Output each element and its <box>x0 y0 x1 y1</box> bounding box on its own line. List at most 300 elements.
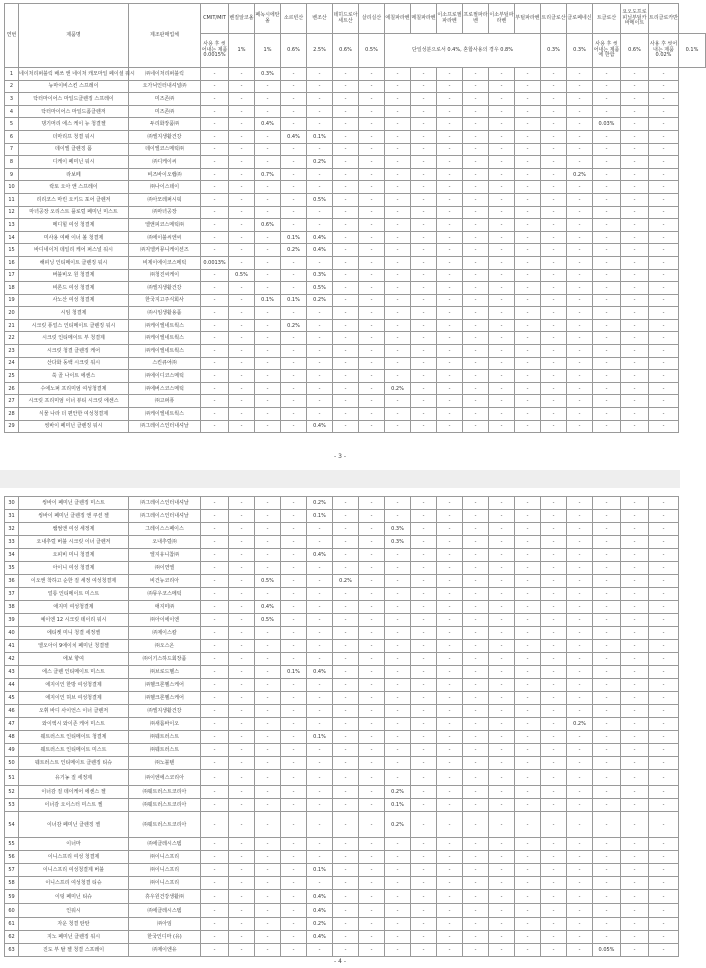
limit-mid1: 사용 후 씻어내는 제품에 한함 <box>593 34 621 68</box>
table-row <box>5 705 706 718</box>
value-cell: - <box>541 231 567 244</box>
value-cell: - <box>567 575 593 588</box>
value-cell: - <box>567 408 593 421</box>
value-cell: - <box>489 294 515 307</box>
value-cell: - <box>515 370 541 383</box>
value-cell: 0.2% <box>385 382 411 395</box>
value-cell: - <box>621 904 649 918</box>
value-cell: - <box>255 181 281 194</box>
value-cell: 0.05% <box>593 944 621 957</box>
table-row <box>5 181 706 194</box>
value-cell: - <box>333 357 359 370</box>
value-cell: - <box>307 206 333 219</box>
header-col: 벤질알코올 <box>229 4 255 34</box>
value-cell: - <box>411 549 437 562</box>
value-cell: - <box>307 944 333 957</box>
value-cell: - <box>411 692 437 705</box>
value-cell: - <box>201 851 229 864</box>
value-cell: - <box>593 105 621 118</box>
value-cell: - <box>201 370 229 383</box>
value-cell: - <box>437 332 463 345</box>
row-number: 59 <box>5 890 19 904</box>
value-cell: - <box>281 562 307 575</box>
product-name: 락토 오아 앤 스프레이 <box>19 181 129 194</box>
value-cell: - <box>229 601 255 614</box>
value-cell: - <box>541 944 567 957</box>
maker-name: ㈜엘지생활건강 <box>129 705 201 718</box>
value-cell: - <box>541 319 567 332</box>
product-name: 오내추럴 버블 시크릿 이너 클렌저 <box>19 536 129 549</box>
value-cell: - <box>649 890 679 904</box>
product-name: 에지이인 한방 여성청결제 <box>19 679 129 692</box>
value-cell: - <box>567 523 593 536</box>
table-row <box>5 799 706 812</box>
row-number: 54 <box>5 812 19 838</box>
value-cell: - <box>593 692 621 705</box>
value-cell: - <box>229 812 255 838</box>
value-cell: - <box>333 370 359 383</box>
value-cell: - <box>333 838 359 851</box>
value-cell: - <box>333 731 359 744</box>
value-cell: - <box>649 319 679 332</box>
value-cell: - <box>333 918 359 931</box>
value-cell: - <box>463 282 489 295</box>
row-number: 41 <box>5 640 19 653</box>
value-cell: - <box>437 786 463 799</box>
row-number: 52 <box>5 786 19 799</box>
value-cell: - <box>515 193 541 206</box>
value-cell: - <box>229 181 255 194</box>
value-cell: - <box>411 80 437 93</box>
maker-name: ㈜에이블씨엔씨 <box>129 231 201 244</box>
value-cell: - <box>515 931 541 944</box>
value-cell: - <box>489 219 515 232</box>
value-cell: - <box>281 770 307 786</box>
value-cell: - <box>359 357 385 370</box>
value-cell: - <box>411 206 437 219</box>
row-number: 46 <box>5 705 19 718</box>
value-cell: - <box>229 105 255 118</box>
value-cell: - <box>593 588 621 601</box>
value-cell: - <box>385 757 411 770</box>
value-cell: - <box>515 332 541 345</box>
value-cell: - <box>489 799 515 812</box>
value-cell: - <box>541 851 567 864</box>
value-cell: - <box>255 705 281 718</box>
row-number: 7 <box>5 143 19 156</box>
value-cell: - <box>255 93 281 106</box>
value-cell: - <box>489 420 515 433</box>
table-row <box>5 744 706 757</box>
value-cell: - <box>437 523 463 536</box>
value-cell: - <box>593 864 621 877</box>
value-cell: - <box>621 497 649 510</box>
value-cell: - <box>229 575 255 588</box>
value-cell: - <box>333 395 359 408</box>
value-cell: - <box>385 130 411 143</box>
value-cell: - <box>437 549 463 562</box>
product-name: 댕기머리 에스 케이 뉴 청결젤 <box>19 118 129 131</box>
value-cell: - <box>201 575 229 588</box>
value-cell: - <box>437 799 463 812</box>
value-cell: - <box>621 143 649 156</box>
row-number: 39 <box>5 614 19 627</box>
value-cell: - <box>385 588 411 601</box>
value-cell: - <box>541 294 567 307</box>
value-cell: - <box>463 345 489 358</box>
product-name: 오휘 바디 사이언스 이너 클렌저 <box>19 705 129 718</box>
product-name: 이너감 오이스터 미스트 젤 <box>19 799 129 812</box>
value-cell: - <box>463 382 489 395</box>
value-cell: - <box>229 731 255 744</box>
value-cell: - <box>201 395 229 408</box>
value-cell: - <box>359 918 385 931</box>
value-cell: - <box>255 718 281 731</box>
value-cell: - <box>463 877 489 890</box>
value-cell: - <box>621 80 649 93</box>
value-cell: - <box>541 105 567 118</box>
value-cell: - <box>437 93 463 106</box>
table-row <box>5 93 706 106</box>
value-cell: - <box>489 181 515 194</box>
value-cell: - <box>621 244 649 257</box>
value-cell: - <box>541 692 567 705</box>
value-cell: - <box>359 193 385 206</box>
value-cell: - <box>593 904 621 918</box>
value-cell: - <box>515 575 541 588</box>
value-cell: - <box>333 812 359 838</box>
value-cell: - <box>621 575 649 588</box>
value-cell: - <box>281 357 307 370</box>
value-cell: - <box>333 549 359 562</box>
row-number: 44 <box>5 679 19 692</box>
value-cell: - <box>333 640 359 653</box>
value-cell: - <box>515 904 541 918</box>
maker-name: ㈜이니스프리 <box>129 864 201 877</box>
row-number: 49 <box>5 744 19 757</box>
value-cell: - <box>201 93 229 106</box>
value-cell: - <box>649 679 679 692</box>
table-row <box>5 156 706 169</box>
value-cell: - <box>567 890 593 904</box>
product-name: 이너감 질 데이케어 에센스 젤 <box>19 786 129 799</box>
row-number: 6 <box>5 130 19 143</box>
value-cell: - <box>515 864 541 877</box>
value-cell: - <box>255 130 281 143</box>
product-name: 리리코스 마린 오키드 포어 클렌저 <box>19 193 129 206</box>
value-cell: - <box>385 193 411 206</box>
value-cell: 0.4% <box>255 118 281 131</box>
value-cell: - <box>229 877 255 890</box>
value-cell: - <box>333 332 359 345</box>
row-number: 37 <box>5 588 19 601</box>
value-cell: - <box>437 770 463 786</box>
value-cell: - <box>229 206 255 219</box>
value-cell: - <box>411 231 437 244</box>
value-cell: 0.4% <box>307 666 333 679</box>
value-cell: - <box>385 345 411 358</box>
row-number: 26 <box>5 382 19 395</box>
value-cell: - <box>593 510 621 523</box>
value-cell: - <box>567 744 593 757</box>
row-number: 40 <box>5 627 19 640</box>
value-cell: - <box>593 319 621 332</box>
value-cell: - <box>567 918 593 931</box>
product-name: 시크릿 퓨얼스 인티메이트 클렌징 워시 <box>19 319 129 332</box>
value-cell: - <box>621 269 649 282</box>
value-cell: - <box>281 420 307 433</box>
value-cell: - <box>463 156 489 169</box>
value-cell: - <box>359 168 385 181</box>
value-cell: - <box>307 68 333 81</box>
value-cell: - <box>541 640 567 653</box>
value-cell: - <box>649 497 679 510</box>
value-cell: - <box>333 269 359 282</box>
value-cell: - <box>229 786 255 799</box>
value-cell: - <box>649 282 679 295</box>
value-cell: - <box>359 345 385 358</box>
table-row <box>5 256 706 269</box>
value-cell: - <box>437 692 463 705</box>
table-row <box>5 931 706 944</box>
value-cell: 0.2% <box>307 294 333 307</box>
value-cell: - <box>463 357 489 370</box>
value-cell: - <box>411 143 437 156</box>
header-no: 연번 <box>5 4 19 68</box>
value-cell: - <box>437 282 463 295</box>
value-cell: - <box>307 408 333 421</box>
value-cell: - <box>229 395 255 408</box>
value-cell: - <box>411 931 437 944</box>
maker-name: ㈜이니스프리 <box>129 877 201 890</box>
value-cell: - <box>649 181 679 194</box>
header-col: 살리실산 <box>359 4 385 34</box>
value-cell: - <box>201 614 229 627</box>
value-cell: - <box>281 206 307 219</box>
value-cell: - <box>541 653 567 666</box>
value-cell: - <box>411 168 437 181</box>
header-col: 메칠파라벤 <box>411 4 437 34</box>
value-cell: - <box>649 838 679 851</box>
value-cell: - <box>385 357 411 370</box>
value-cell: - <box>463 931 489 944</box>
limit-benzoic: 2.5% <box>307 34 333 68</box>
product-name: 라보떼 <box>19 168 129 181</box>
value-cell: - <box>489 588 515 601</box>
value-cell: - <box>359 944 385 957</box>
value-cell: - <box>515 510 541 523</box>
value-cell: - <box>201 319 229 332</box>
value-cell: - <box>515 601 541 614</box>
value-cell: - <box>307 523 333 536</box>
value-cell: - <box>541 68 567 81</box>
value-cell: - <box>229 770 255 786</box>
value-cell: - <box>281 877 307 890</box>
row-number: 38 <box>5 601 19 614</box>
product-name: 시크릿 인티메이트 부 청결제 <box>19 332 129 345</box>
value-cell: - <box>463 944 489 957</box>
row-number: 27 <box>5 395 19 408</box>
value-cell: 0.5% <box>307 193 333 206</box>
value-cell: - <box>411 256 437 269</box>
value-cell: - <box>255 395 281 408</box>
value-cell: - <box>385 666 411 679</box>
product-name: 예이엔 12 시크릿 데이리 워시 <box>19 614 129 627</box>
value-cell: - <box>593 395 621 408</box>
header-col: 소르빈산 <box>281 4 307 34</box>
value-cell: - <box>649 193 679 206</box>
value-cell: - <box>281 80 307 93</box>
value-cell: - <box>201 345 229 358</box>
value-cell: - <box>541 497 567 510</box>
value-cell: - <box>255 786 281 799</box>
value-cell: - <box>229 718 255 731</box>
value-cell: - <box>307 562 333 575</box>
maker-name: 두리화장품㈜ <box>129 118 201 131</box>
value-cell: - <box>649 562 679 575</box>
value-cell: - <box>437 718 463 731</box>
value-cell: - <box>463 294 489 307</box>
value-cell: - <box>201 193 229 206</box>
value-cell: - <box>649 812 679 838</box>
value-cell: - <box>281 282 307 295</box>
value-cell: - <box>255 799 281 812</box>
value-cell: - <box>411 332 437 345</box>
value-cell: - <box>229 219 255 232</box>
value-cell: - <box>649 575 679 588</box>
value-cell: - <box>307 256 333 269</box>
document-page-4 <box>0 488 680 968</box>
value-cell: - <box>515 588 541 601</box>
value-cell: - <box>307 536 333 549</box>
value-cell: - <box>593 93 621 106</box>
value-cell: - <box>411 510 437 523</box>
value-cell: - <box>567 269 593 282</box>
product-name: 에지이인 허브 여성청결제 <box>19 692 129 705</box>
value-cell: - <box>229 68 255 81</box>
value-cell: - <box>359 143 385 156</box>
value-cell: - <box>333 93 359 106</box>
limit-salicylic: 0.5% <box>359 34 385 68</box>
value-cell: - <box>281 904 307 918</box>
value-cell: - <box>307 627 333 640</box>
row-number: 14 <box>5 231 19 244</box>
value-cell: - <box>359 156 385 169</box>
value-cell: - <box>307 744 333 757</box>
value-cell: - <box>359 692 385 705</box>
maker-name: ㈜에클레시스템 <box>129 838 201 851</box>
value-cell: - <box>229 523 255 536</box>
header-col: 트리클로산 <box>541 4 567 34</box>
table-row <box>5 877 706 890</box>
value-cell: - <box>567 93 593 106</box>
value-cell: - <box>463 168 489 181</box>
value-cell: - <box>229 332 255 345</box>
value-cell: - <box>515 231 541 244</box>
value-cell: - <box>201 332 229 345</box>
page-number: - 4 - <box>334 958 346 965</box>
value-cell: - <box>385 143 411 156</box>
value-cell: - <box>201 244 229 257</box>
page-number: - 3 - <box>334 453 346 460</box>
value-cell: - <box>541 812 567 838</box>
value-cell: - <box>359 575 385 588</box>
value-cell: - <box>463 536 489 549</box>
value-cell: - <box>229 93 255 106</box>
product-name: 이너마 <box>19 838 129 851</box>
value-cell: - <box>515 679 541 692</box>
value-cell: - <box>621 812 649 838</box>
value-cell: - <box>437 68 463 81</box>
value-cell: - <box>437 345 463 358</box>
value-cell: - <box>515 799 541 812</box>
value-cell: - <box>201 666 229 679</box>
value-cell: - <box>255 562 281 575</box>
table-row <box>5 370 706 383</box>
value-cell: - <box>385 181 411 194</box>
value-cell: - <box>593 705 621 718</box>
value-cell: - <box>411 118 437 131</box>
value-cell: - <box>281 890 307 904</box>
value-cell: - <box>593 601 621 614</box>
value-cell: - <box>333 653 359 666</box>
value-cell: 0.4% <box>307 244 333 257</box>
value-cell: - <box>437 653 463 666</box>
value-cell: - <box>229 536 255 549</box>
value-cell: - <box>437 931 463 944</box>
value-cell: - <box>649 244 679 257</box>
value-cell: - <box>593 282 621 295</box>
value-cell: - <box>385 744 411 757</box>
value-cell: - <box>649 130 679 143</box>
header-col: 데히드로아세트산 <box>333 4 359 34</box>
value-cell: - <box>489 282 515 295</box>
value-cell: - <box>541 382 567 395</box>
value-cell: - <box>307 307 333 320</box>
value-cell: - <box>359 877 385 890</box>
value-cell: - <box>359 744 385 757</box>
value-cell: - <box>229 497 255 510</box>
value-cell: - <box>621 877 649 890</box>
value-cell: - <box>515 269 541 282</box>
product-name: 수에노퍼 프리미엄 여성청결제 <box>19 382 129 395</box>
value-cell: - <box>541 588 567 601</box>
value-cell: - <box>411 105 437 118</box>
header-col: 에칠파라벤 <box>385 4 411 34</box>
value-cell: - <box>567 705 593 718</box>
preservative-table-page-4 <box>4 496 706 957</box>
table-row <box>5 757 706 770</box>
value-cell: - <box>567 549 593 562</box>
value-cell: - <box>281 510 307 523</box>
value-cell: - <box>281 408 307 421</box>
maker-name: ㈜케이엘네트웍스 <box>129 319 201 332</box>
row-number: 8 <box>5 156 19 169</box>
product-name: 애지미 여성청결제 <box>19 601 129 614</box>
value-cell: - <box>621 370 649 383</box>
limit-parabens: 단일성분으로서 0.4%, 혼합사용의 경우 0.8% <box>385 34 541 68</box>
table-row <box>5 345 706 358</box>
value-cell: - <box>463 307 489 320</box>
value-cell: - <box>201 601 229 614</box>
value-cell: - <box>411 904 437 918</box>
value-cell: - <box>593 256 621 269</box>
value-cell: - <box>255 692 281 705</box>
value-cell: - <box>411 307 437 320</box>
value-cell: - <box>385 497 411 510</box>
value-cell: - <box>307 370 333 383</box>
value-cell: - <box>649 294 679 307</box>
